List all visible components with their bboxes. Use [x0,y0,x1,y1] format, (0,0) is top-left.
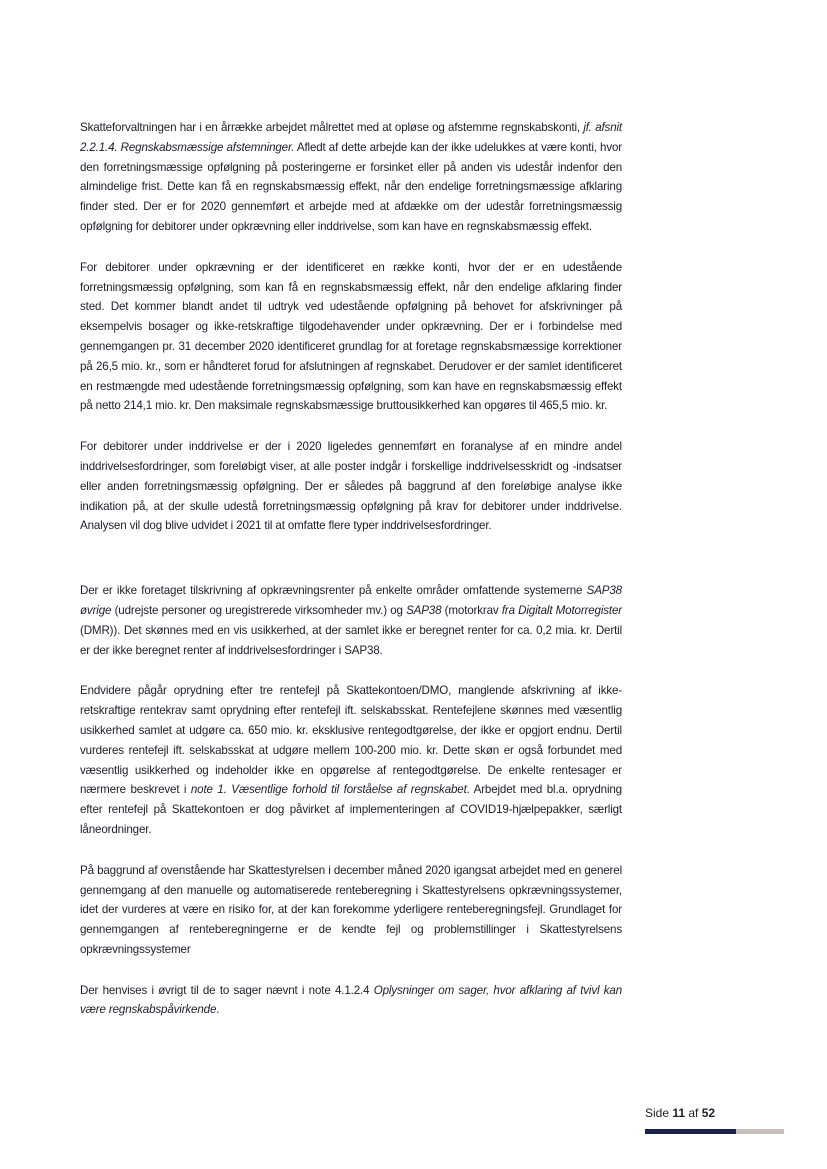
paragraph-text: Endvidere pågår oprydning efter tre rentefejl på Skattekontoen/DMO, manglende afskrivning af ikke-retskraftige rentekrav samt oprydning efter rentefejl ift. selskabsskat. Rentefejlene skønnes med væsentlig usikkerhed samlet at udgøre ca. 650 mio. kr. eksklusive rentegodtgørelse, der ikke er opgjort endnu. Dertil vurderes rentefejl ift. selskabsskat at udgøre mellem 100-200 mio. kr. Dette skøn er også forbundet med væsentlig usikkerhed og indeholder ikke en opgørelse af rentegodtgørelse. De enkelte rentesager er nærmere beskrevet i [80,684,622,797]
paragraph-text: (udrejste personer og uregistrerede virksomheder mv.) og [111,603,407,617]
paragraph [80,981,622,1021]
paragraph-text: Der henvises i øvrigt til de to sager nævnt i note 4.1.2.4 [80,983,374,997]
paragraph [80,437,622,536]
paragraph [80,681,622,839]
paragraph [80,118,622,237]
page-total: 52 [701,1106,716,1120]
paragraph-text: For debitorer under opkrævning er der identificeret en række konti, hvor der er en udestående forretningsmæssig opfølgning, som kan få en regnskabsmæssig effekt, når den endelige afklaring finder sted. Det kommer blandt andet til udtryk ved udestående opfølgning på behovet for afskrivninger på eksempelvis bosager og ikke-retskraftige tilgodehavender under opkrævning. Der er i forbindelse med gennemgangen pr. 31 december 2020 identificeret grundlag for at foretage regnskabsmæssige korrektioner på 26,5 mio. kr., som er håndteret forud for afslutningen af regnskabet. Derudover er der samlet identificeret en restmængde med udestående forretningsmæssig opfølgning, som kan have en regnskabsmæssig effekt på netto 214,1 mio. kr. Den maksimale regnskabsmæssige bruttousikkerhed kan opgøres til 465,5 mio. kr. [80,260,622,413]
italic-text: Oplysninger om sager, hvor afklaring af tvivl kan være regnskabspåvirkende [80,983,623,1017]
paragraph-text: (motorkrav [441,603,502,617]
italic-text: fra Digitalt Motorregister [501,603,622,617]
page-prefix: Side [645,1106,673,1120]
page-current: 11 [672,1106,686,1120]
document-body [80,118,622,1041]
paragraph [80,581,622,660]
paragraph-text: Skatteforvaltningen har i en årrække arbejdet målrettet med at opløse og afstemme regnskabskonti, [80,121,584,134]
italic-text: note 1. Væsentlige forhold til forståelse af regnskabet [190,783,467,797]
paragraph-text: For debitorer under inddrivelse er der i 2020 ligeledes gennemført en foranalyse af en mindre andel inddrivelsesfordringer, som foreløbigt viser, at alle poster indgår i forskellige inddrivelsesskridt og -indsatser eller anden forretningsmæssig opfølgning. Der er således på baggrund af den foreløbige analyse ikke indikation på, at der skulle udestå forretningsmæssig opfølgning på krav for debitorer under inddrivelse. Analysen vil dog blive udvidet i 2021 til at omfatte flere typer inddrivelsesfordringer. [80,440,622,533]
paragraph-text: Afledt af dette arbejde kan der ikke udelukkes at være konti, hvor den forretningsmæssige opfølgning på posteringerne er forsinket eller på anden vis udestår indenfor den almindelige frist. Dette kan få en regnskabsmæssig effekt, når den endelige forretningsmæssige afklaring finder sted. Der er for 2020 gennemført et arbejde med at afdække om der udestår forretningsmæssig opfølgning for debitorer under opkrævning eller inddrivelse, som kan have en regnskabsmæssig effekt. [80,140,622,233]
italic-text: jf. afsnit 2.2.1.4. Regnskabsmæssige afstemninger. [80,121,623,154]
paragraph [80,861,622,960]
italic-text: SAP38 øvrige [80,584,622,617]
paragraph-text: (DMR)). Det skønnes med en vis usikkerhed, at der samlet ikke er beregnet renter for ca. 0,2 mia. kr. Dertil er der ikke beregnet renter af inddrivelsesfordringer i SAP38. [80,623,622,657]
paragraph-text: På baggrund af ovenstående har Skattestyrelsen i december måned 2020 igangsat arbejdet med en generel gennemgang af den manuelle og automatiserede renteberegning i Skattestyrelsens opkrævningssystemer, idet der vurderes at være en risiko for, at der kan forekomme yderligere renteberegningsfejl. Grundlaget for gennemgangen af renteberegningerne er de kendte fejl og problemstillinger i Skattestyrelsens opkrævningssystemer [80,863,622,956]
footer-bar-dark [645,1129,736,1134]
page-separator: af [685,1106,702,1120]
footer-bar-light [736,1129,784,1134]
paragraph [80,258,622,416]
paragraph-text: Der er ikke foretaget tilskrivning af opkrævningsrenter på enkelte områder omfattende systemerne [80,584,587,598]
italic-text: SAP38 [406,603,442,617]
paragraph-text: . Arbejdet med bl.a. oprydning efter rentefejl på Skattekontoen er dog påvirket af implementeringen af COVID19-hjælpepakker, særligt låneordninger. [80,783,622,836]
paragraph-text: . [216,1003,220,1017]
page-number [645,1106,715,1120]
